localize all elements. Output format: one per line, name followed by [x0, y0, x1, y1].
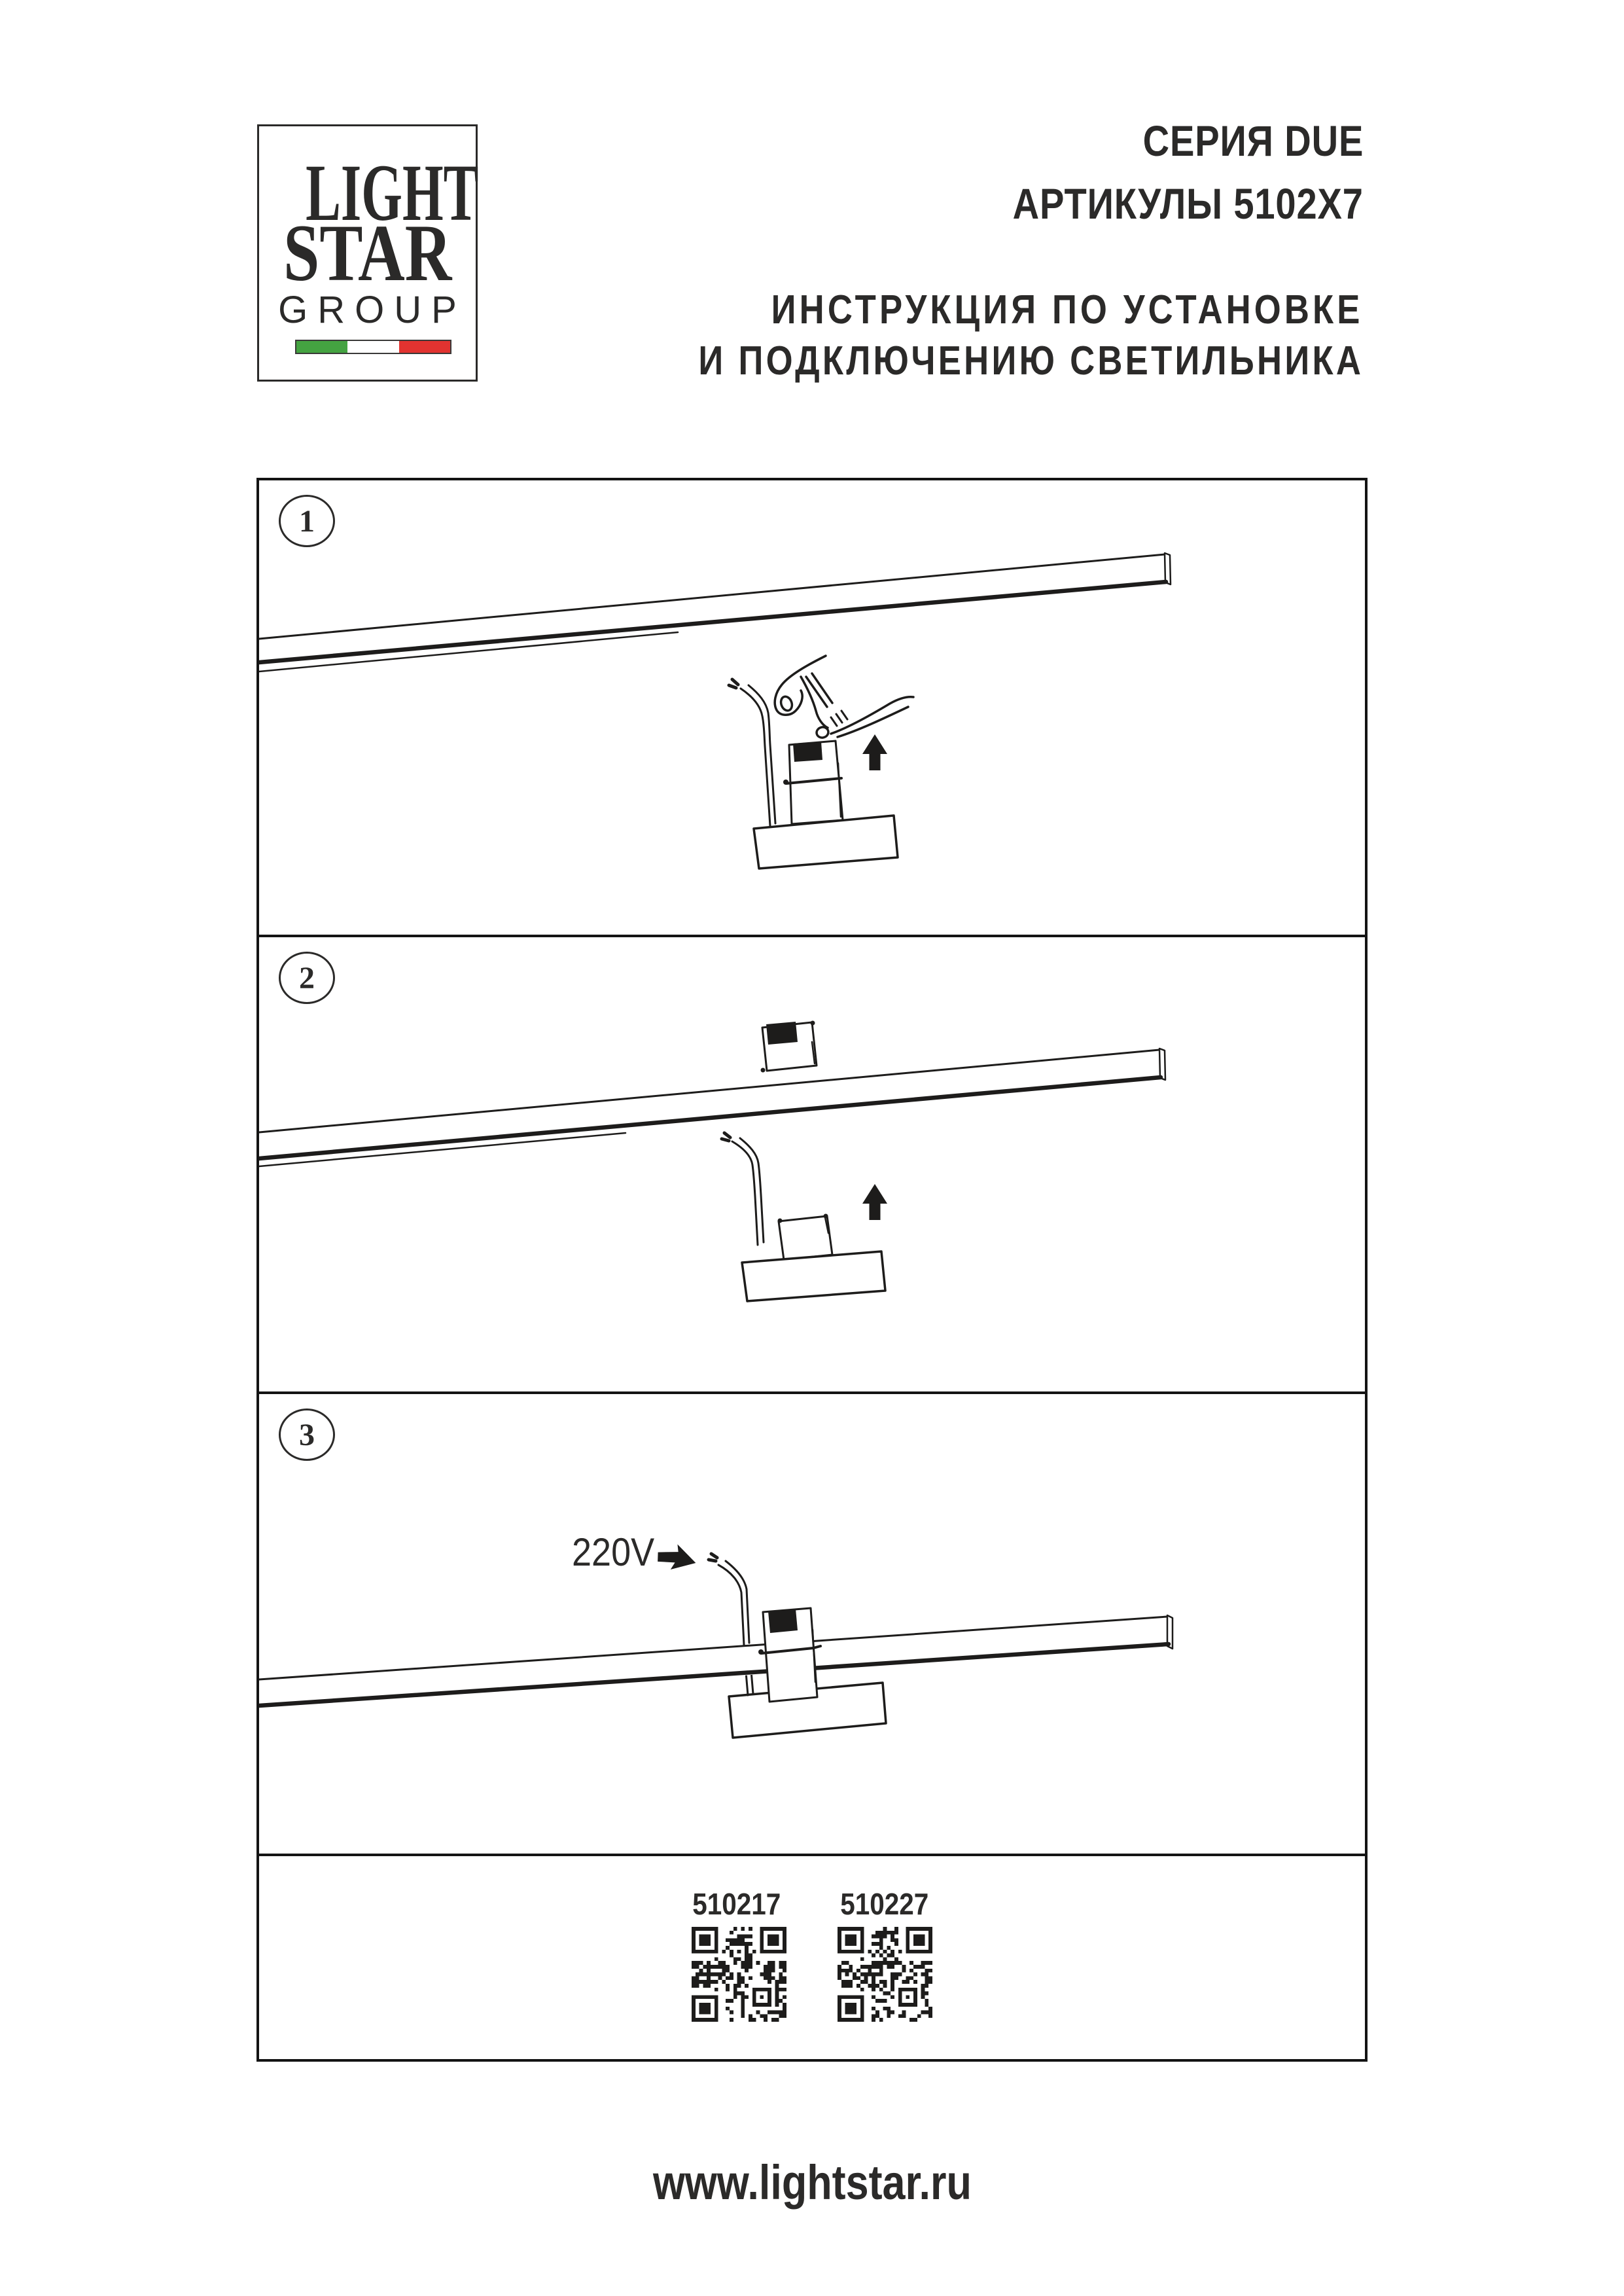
- connector-block: [778, 1214, 833, 1261]
- connector-block: [758, 1608, 821, 1702]
- detached-connector: [761, 1021, 817, 1073]
- step-3-illustration: [259, 1394, 1365, 1854]
- hand: [775, 656, 913, 739]
- article-code-left: 510217: [692, 1887, 781, 1921]
- light-bar: [259, 1049, 1165, 1166]
- base-plate: [742, 1251, 885, 1301]
- up-arrow-icon: [862, 734, 887, 770]
- bar-shadow-stripe: [259, 1077, 1161, 1158]
- instruction-steps: [256, 478, 1368, 2062]
- series-title: СЕРИЯ DUE: [1142, 117, 1364, 165]
- qr-code-left: [692, 1927, 786, 2022]
- logo-word-light: LIGHT: [306, 148, 479, 238]
- connector-block: [783, 741, 843, 824]
- step-1-illustration: [259, 480, 1365, 935]
- footer-website: www.lightstar.ru: [652, 2155, 972, 2210]
- voltage-label: 220V: [571, 1530, 654, 1574]
- instruction-title-1: ИНСТРУКЦИЯ ПО УСТАНОВКЕ: [771, 287, 1364, 332]
- power-cord: [709, 1554, 749, 1645]
- lightstar-logo: [257, 124, 478, 382]
- articles-title: АРТИКУЛЫ 5102X7: [1012, 179, 1364, 228]
- step-panel-3: [259, 1394, 1365, 1856]
- instruction-title-2: И ПОДКЛЮЧЕНИЮ СВЕТИЛЬНИКА: [698, 338, 1364, 384]
- logo-word-group: GROUP: [278, 289, 467, 331]
- voltage-arrow-icon: [655, 1540, 699, 1575]
- flag-green-stripe: [296, 341, 347, 353]
- flag-white-stripe: [347, 341, 398, 353]
- flag-red-stripe: [399, 341, 450, 353]
- light-bar: [259, 1615, 1173, 1709]
- step-number-badge: 3: [279, 1408, 335, 1461]
- power-cord: [722, 1133, 764, 1245]
- article-codes-panel: [259, 1856, 1365, 2059]
- italy-flag-icon: [295, 340, 451, 354]
- article-code-right: 510227: [840, 1887, 929, 1921]
- logo-word-star: STAR: [283, 208, 452, 298]
- step-number-badge: 1: [279, 495, 335, 547]
- step-2-illustration: [259, 937, 1365, 1391]
- qr-code-right: [838, 1927, 932, 2022]
- power-cord: [729, 679, 775, 826]
- step-number-badge: 2: [279, 952, 335, 1004]
- light-bar: [259, 553, 1171, 672]
- up-arrow-icon: [862, 1184, 887, 1220]
- step-panel-2: [259, 937, 1365, 1394]
- bar-shadow-stripe: [259, 582, 1166, 662]
- step-panel-1: [259, 480, 1365, 937]
